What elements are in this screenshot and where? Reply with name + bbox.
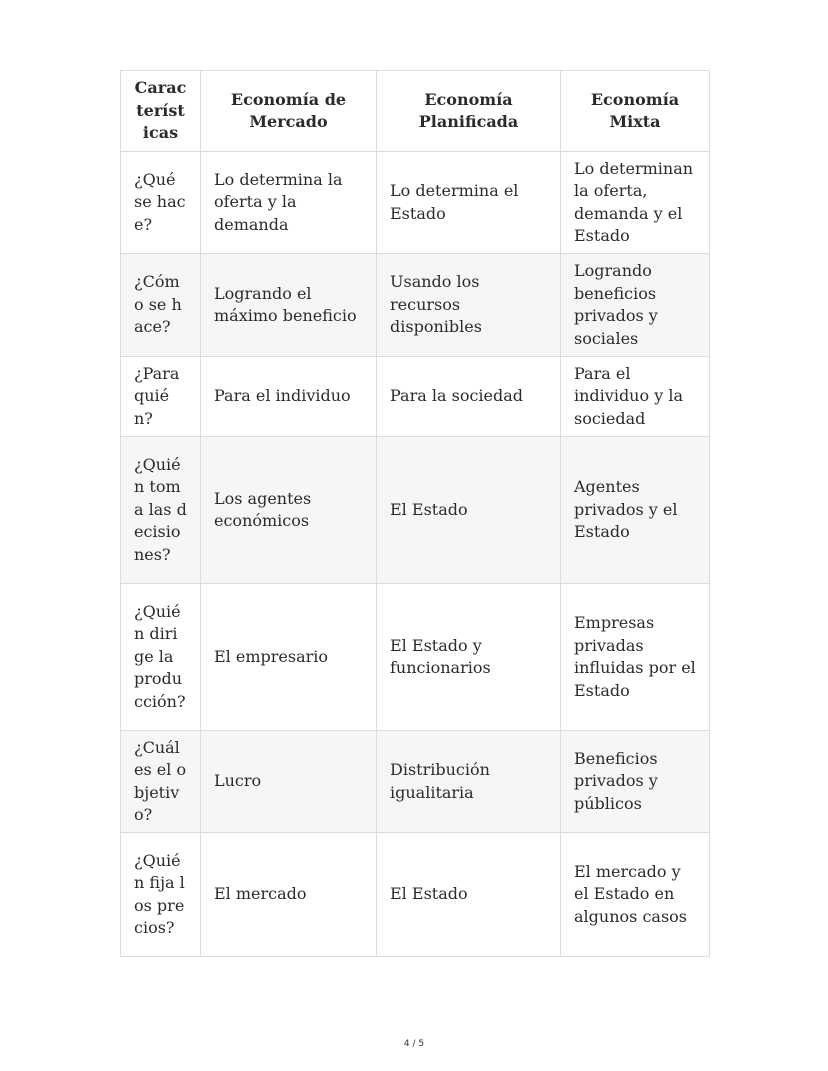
header-planned-economy: Economía Planificada bbox=[377, 71, 561, 152]
planned-cell: El Estado bbox=[377, 833, 561, 957]
planned-cell: Para la sociedad bbox=[377, 357, 561, 437]
market-cell: Lucro bbox=[201, 731, 377, 833]
mixed-cell: Empresas privadas influidas por el Estado bbox=[561, 584, 710, 731]
market-cell: Lo determina la oferta y la demanda bbox=[201, 152, 377, 254]
row-question-cell: ¿Quién fija los precios? bbox=[121, 833, 201, 957]
header-market-economy: Economía de Mercado bbox=[201, 71, 377, 152]
table-row bbox=[121, 437, 710, 584]
table-row bbox=[121, 833, 710, 957]
market-cell: El mercado bbox=[201, 833, 377, 957]
row-question-cell: ¿Cómo se hace? bbox=[121, 254, 201, 357]
table-row bbox=[121, 357, 710, 437]
row-question-cell: ¿Quién dirige la producción? bbox=[121, 584, 201, 731]
row-question-cell: ¿Cuál es el objetivo? bbox=[121, 731, 201, 833]
market-cell: El empresario bbox=[201, 584, 377, 731]
header-mixed-economy: Economía Mixta bbox=[561, 71, 710, 152]
planned-cell: Usando los recursos disponibles bbox=[377, 254, 561, 357]
economic-systems-table bbox=[120, 70, 710, 957]
table-row bbox=[121, 731, 710, 833]
header-characteristics: Características bbox=[121, 71, 201, 152]
planned-cell: Lo determina el Estado bbox=[377, 152, 561, 254]
planned-cell: El Estado y funcionarios bbox=[377, 584, 561, 731]
market-cell: Logrando el máximo beneficio bbox=[201, 254, 377, 357]
market-cell: Para el individuo bbox=[201, 357, 377, 437]
mixed-cell: Lo determinan la oferta, demanda y el Estado bbox=[561, 152, 710, 254]
table-row bbox=[121, 254, 710, 357]
mixed-cell: El mercado y el Estado en algunos casos bbox=[561, 833, 710, 957]
row-question-cell: ¿Quién toma las decisiones? bbox=[121, 437, 201, 584]
mixed-cell: Beneficios privados y públicos bbox=[561, 731, 710, 833]
table-row bbox=[121, 152, 710, 254]
row-question-cell: ¿Para quién? bbox=[121, 357, 201, 437]
row-question-cell: ¿Qué se hace? bbox=[121, 152, 201, 254]
mixed-cell: Agentes privados y el Estado bbox=[561, 437, 710, 584]
page-number: 4 / 5 bbox=[403, 1039, 425, 1049]
table-header-row bbox=[121, 71, 710, 152]
mixed-cell: Para el individuo y la sociedad bbox=[561, 357, 710, 437]
mixed-cell: Logrando beneficios privados y sociales bbox=[561, 254, 710, 357]
planned-cell: Distribución igualitaria bbox=[377, 731, 561, 833]
market-cell: Los agentes económicos bbox=[201, 437, 377, 584]
planned-cell: El Estado bbox=[377, 437, 561, 584]
table-row bbox=[121, 584, 710, 731]
